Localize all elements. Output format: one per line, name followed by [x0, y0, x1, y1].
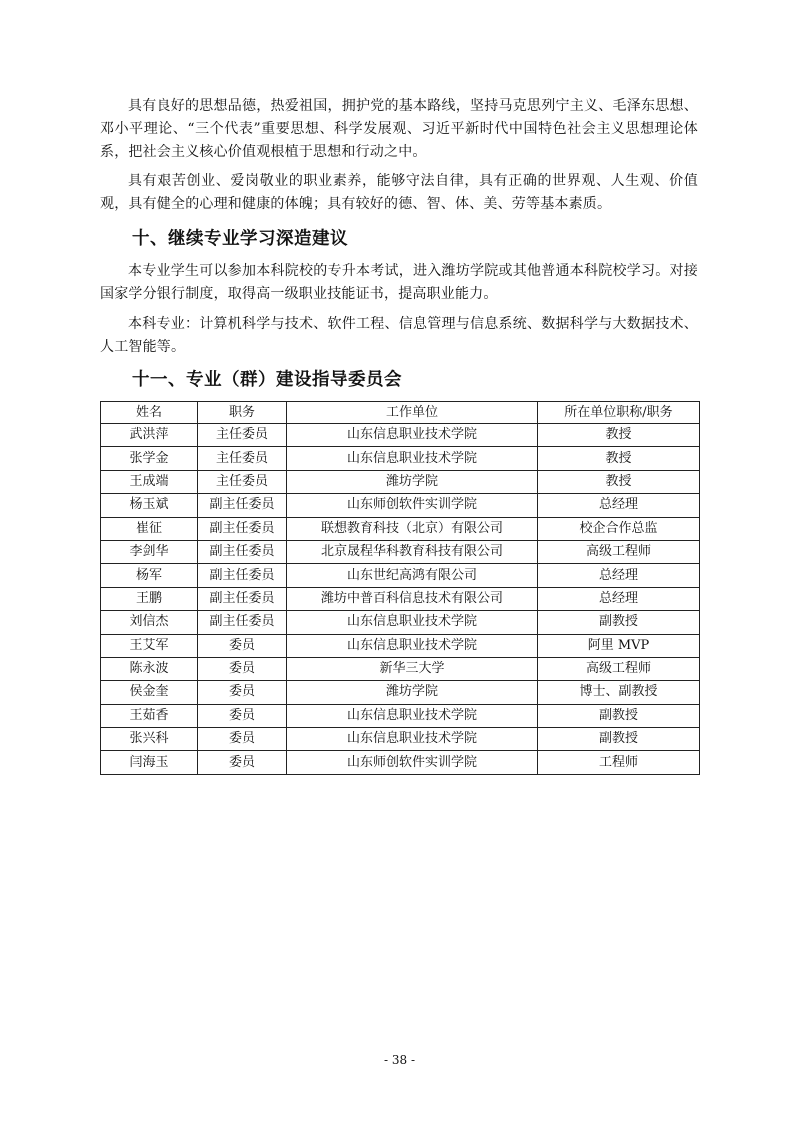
- committee-table: [100, 401, 700, 775]
- cell-name: 杨玉斌: [101, 494, 198, 517]
- cell-title: 副教授: [538, 611, 700, 634]
- table-row: [101, 611, 700, 634]
- cell-title: 总经理: [538, 494, 700, 517]
- cell-name: 崔征: [101, 517, 198, 540]
- header-unit: 工作单位: [287, 402, 538, 424]
- cell-unit: 山东师创软件实训学院: [287, 494, 538, 517]
- cell-title: 总经理: [538, 587, 700, 610]
- cell-title: 总经理: [538, 564, 700, 587]
- header-role: 职务: [198, 402, 287, 424]
- table-body: [101, 424, 700, 775]
- table-row: [101, 728, 700, 751]
- cell-unit: 山东世纪高鸿有限公司: [287, 564, 538, 587]
- table-row: [101, 704, 700, 727]
- page-number: - 38 -: [383, 1053, 415, 1067]
- cell-role: 主任委员: [198, 447, 287, 470]
- cell-title: 教授: [538, 424, 700, 447]
- cell-name: 王鹏: [101, 587, 198, 610]
- cell-name: 王成端: [101, 470, 198, 493]
- cell-role: 委员: [198, 681, 287, 704]
- paragraph-qualities: 具有艰苦创业、爱岗敬业的职业素养，能够守法自律，具有正确的世界观、人生观、价值观，具有健全的心理和健康的体魄；具有较好的德、智、体、美、劳等基本素质。: [100, 173, 698, 212]
- paragraph-undergraduate-majors: 本科专业：计算机科学与技术、软件工程、信息管理与信息系统、数据科学与大数据技术、人工智能等。: [100, 316, 698, 355]
- cell-name: 武洪萍: [101, 424, 198, 447]
- table-row: [101, 634, 700, 657]
- cell-title: 博士、副教授: [538, 681, 700, 704]
- cell-role: 副主任委员: [198, 611, 287, 634]
- cell-name: 李剑华: [101, 540, 198, 563]
- cell-role: 主任委员: [198, 470, 287, 493]
- cell-unit: 山东信息职业技术学院: [287, 611, 538, 634]
- cell-role: 委员: [198, 634, 287, 657]
- cell-title: 教授: [538, 470, 700, 493]
- cell-title: 副教授: [538, 728, 700, 751]
- cell-name: 张学金: [101, 447, 198, 470]
- cell-unit: 山东信息职业技术学院: [287, 424, 538, 447]
- cell-unit: 山东师创软件实训学院: [287, 751, 538, 774]
- cell-unit: 山东信息职业技术学院: [287, 447, 538, 470]
- cell-role: 委员: [198, 751, 287, 774]
- cell-role: 副主任委员: [198, 564, 287, 587]
- cell-role: 副主任委员: [198, 540, 287, 563]
- cell-role: 委员: [198, 704, 287, 727]
- table-row: [101, 470, 700, 493]
- cell-title: 教授: [538, 447, 700, 470]
- cell-unit: 潍坊学院: [287, 681, 538, 704]
- cell-unit: 新华三大学: [287, 657, 538, 680]
- cell-name: 陈永波: [101, 657, 198, 680]
- section-11-heading: 十一、专业（群）建设指导委员会: [132, 370, 402, 390]
- table-row: [101, 517, 700, 540]
- cell-role: 委员: [198, 657, 287, 680]
- section-10-heading: 十、继续专业学习深造建议: [132, 229, 348, 249]
- cell-title: 高级工程师: [538, 540, 700, 563]
- cell-role: 副主任委员: [198, 494, 287, 517]
- cell-name: 王茹香: [101, 704, 198, 727]
- cell-role: 主任委员: [198, 424, 287, 447]
- cell-role: 委员: [198, 728, 287, 751]
- cell-unit: 潍坊学院: [287, 470, 538, 493]
- table-row: [101, 564, 700, 587]
- cell-name: 张兴科: [101, 728, 198, 751]
- cell-name: 王艾军: [101, 634, 198, 657]
- header-title: 所在单位职称/职务: [538, 402, 700, 424]
- table-row: [101, 447, 700, 470]
- cell-title: 副教授: [538, 704, 700, 727]
- table-header-row: [101, 402, 700, 424]
- table-row: [101, 540, 700, 563]
- cell-unit: 山东信息职业技术学院: [287, 728, 538, 751]
- cell-title: 工程师: [538, 751, 700, 774]
- cell-unit: 北京晟程华科教育科技有限公司: [287, 540, 538, 563]
- paragraph-further-study: 本专业学生可以参加本科院校的专升本考试，进入潍坊学院或其他普通本科院校学习。对接国家学分银行制度，取得高一级职业技能证书，提高职业能力。: [100, 263, 698, 302]
- table-row: [101, 751, 700, 774]
- cell-name: 杨军: [101, 564, 198, 587]
- table-row: [101, 494, 700, 517]
- cell-name: 刘信杰: [101, 611, 198, 634]
- header-name: 姓名: [101, 402, 198, 424]
- cell-unit: 山东信息职业技术学院: [287, 634, 538, 657]
- paragraph-ideology: 具有良好的思想品德，热爱祖国，拥护党的基本路线，坚持马克思列宁主义、毛泽东思想、邓小平理论、“三个代表”重要思想、科学发展观、习近平新时代中国特色社会主义思想理论体系，把社会主义核心价值观根植于思想和行动之中。: [100, 98, 698, 160]
- cell-title: 高级工程师: [538, 657, 700, 680]
- cell-role: 副主任委员: [198, 587, 287, 610]
- table-row: [101, 681, 700, 704]
- table-row: [101, 657, 700, 680]
- table-row: [101, 424, 700, 447]
- table-row: [101, 587, 700, 610]
- cell-name: 侯金奎: [101, 681, 198, 704]
- cell-role: 副主任委员: [198, 517, 287, 540]
- cell-unit: 联想教育科技（北京）有限公司: [287, 517, 538, 540]
- cell-unit: 潍坊中普百科信息技术有限公司: [287, 587, 538, 610]
- cell-name: 闫海玉: [101, 751, 198, 774]
- cell-title: 阿里 MVP: [538, 634, 700, 657]
- cell-title: 校企合作总监: [538, 517, 700, 540]
- cell-unit: 山东信息职业技术学院: [287, 704, 538, 727]
